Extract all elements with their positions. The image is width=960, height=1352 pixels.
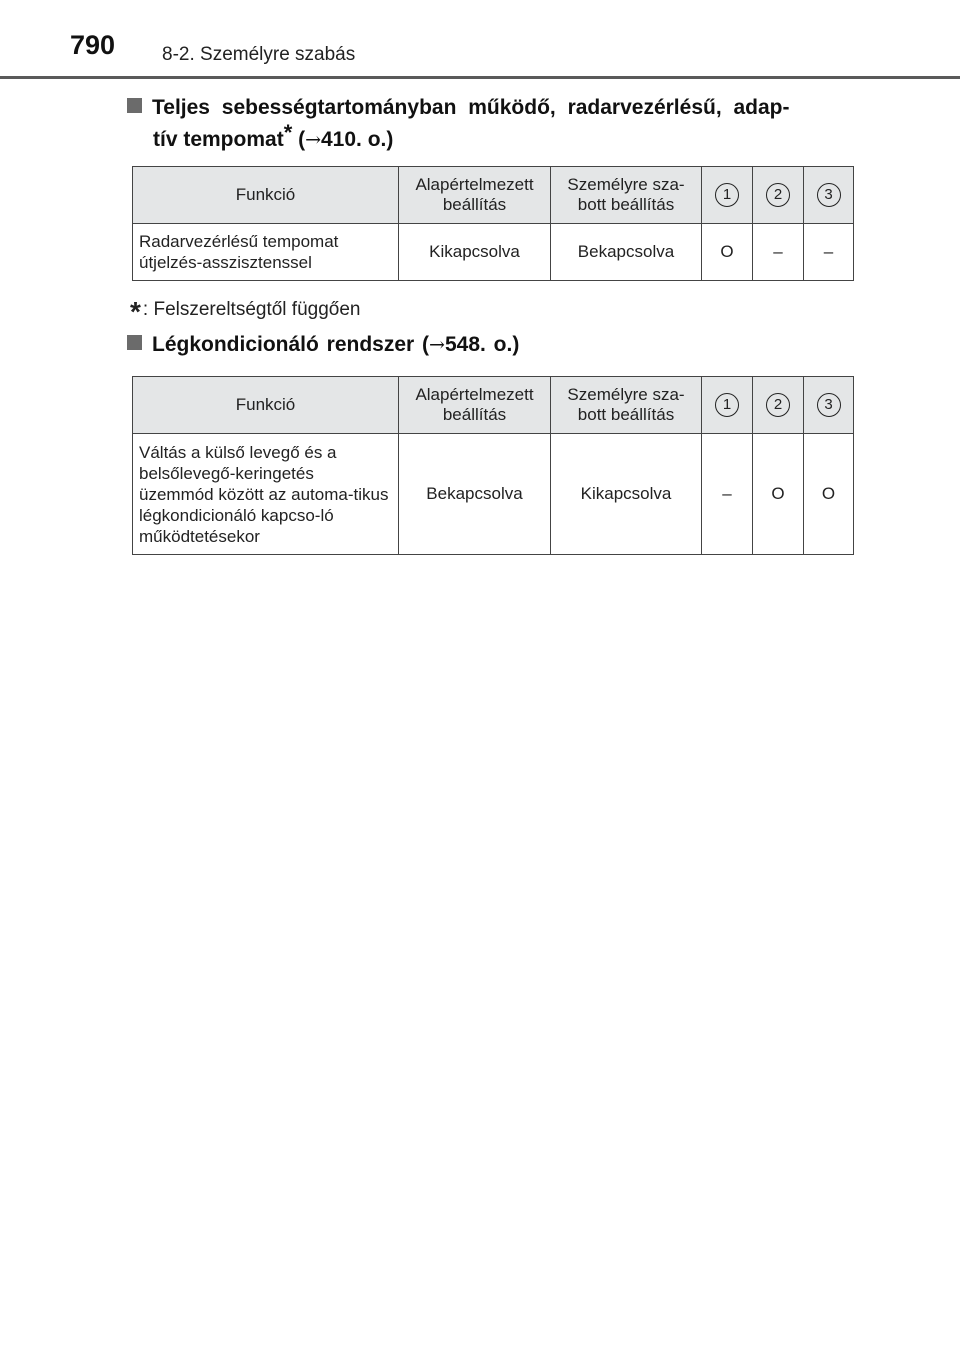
arrow-right-icon: → [305, 129, 321, 151]
footnote-text: : Felszereltségtől függően [142, 299, 361, 320]
cell-default: Bekapcsolva [399, 434, 551, 555]
asterisk-icon: * [283, 120, 293, 145]
col-header-method-3 [804, 167, 854, 224]
col-header-custom: Személyre sza-bott beállítás [551, 167, 702, 224]
ref-open: ( [292, 128, 306, 151]
table-row [133, 224, 854, 281]
section-label: 8-2. Személyre szabás [162, 44, 356, 65]
square-bullet-icon [127, 98, 142, 113]
cell-method-2: – [753, 224, 804, 281]
page-ref-link[interactable]: 548. o.) [444, 333, 520, 356]
page-number: 790 [70, 30, 116, 60]
settings-table-2 [132, 376, 854, 555]
square-bullet-icon [127, 335, 142, 350]
cell-function: Váltás a külső levegő és a belsőlevegő-keringetés üzemmód között az automa-tikus légkondicionáló kapcso-ló működtetésekor [133, 434, 399, 555]
asterisk-icon: * [130, 296, 141, 327]
cell-custom: Bekapcsolva [551, 224, 702, 281]
col-header-custom: Személyre sza-bott beállítás [551, 377, 702, 434]
circled-1-icon: 1 [715, 183, 739, 207]
cell-method-1: – [702, 434, 753, 555]
page-ref-link[interactable]: 410. o.) [321, 128, 394, 151]
page-header [0, 0, 960, 80]
footnote [130, 290, 361, 327]
col-header-method-2 [753, 167, 804, 224]
section1-heading [127, 92, 790, 156]
col-header-method-1 [702, 377, 753, 434]
circled-3-icon: 3 [817, 183, 841, 207]
circled-3-icon: 3 [817, 393, 841, 417]
circled-2-icon: 2 [766, 183, 790, 207]
circled-1-icon: 1 [715, 393, 739, 417]
table-header-row [133, 377, 854, 434]
section1-heading-line2: tív tempomat [153, 128, 284, 151]
cell-method-3: O [804, 434, 854, 555]
col-header-method-2 [753, 377, 804, 434]
arrow-right-icon: → [429, 334, 445, 356]
cell-custom: Kikapcsolva [551, 434, 702, 555]
cell-method-3: – [804, 224, 854, 281]
settings-table-1 [132, 166, 854, 281]
col-header-function: Funkció [133, 167, 399, 224]
cell-method-2: O [753, 434, 804, 555]
table-row [133, 434, 854, 555]
section1-heading-line1: Teljes sebességtartományban működő, radarvezérlésű, adap- [152, 96, 790, 119]
section2-heading [127, 329, 519, 361]
section2-heading-text: Légkondicionáló rendszer ( [152, 333, 430, 356]
col-header-method-1 [702, 167, 753, 224]
col-header-function: Funkció [133, 377, 399, 434]
circled-2-icon: 2 [766, 393, 790, 417]
cell-method-1: O [702, 224, 753, 281]
cell-function: Radarvezérlésű tempomat útjelzés-asszisztenssel [133, 224, 399, 281]
col-header-default: Alapértelmezett beállítás [399, 377, 551, 434]
table-header-row [133, 167, 854, 224]
cell-default: Kikapcsolva [399, 224, 551, 281]
col-header-method-3 [804, 377, 854, 434]
col-header-default: Alapértelmezett beállítás [399, 167, 551, 224]
header-rule [0, 76, 960, 79]
